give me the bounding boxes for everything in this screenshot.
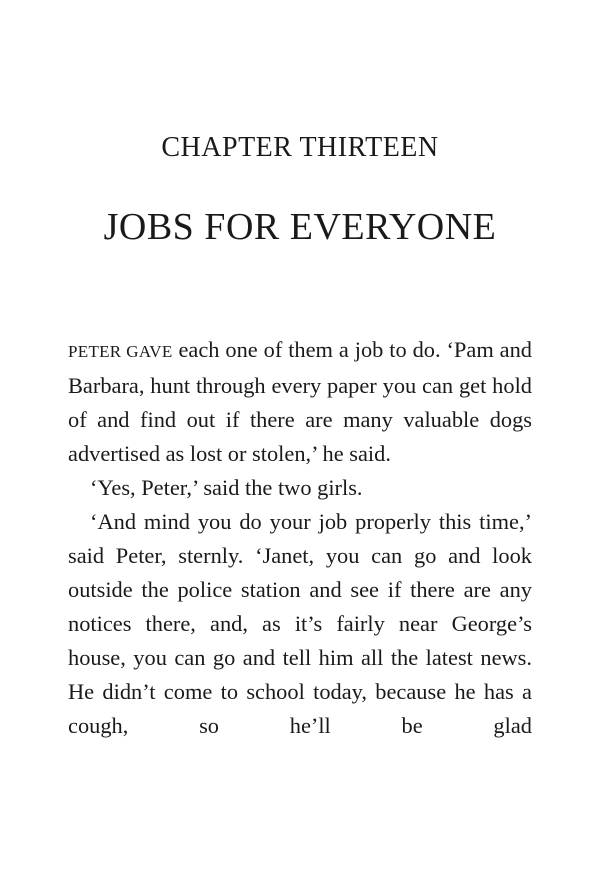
chapter-title: JOBS FOR EVERYONE	[103, 206, 497, 248]
paragraph-lead: PETER GAVE	[68, 342, 173, 361]
chapter-number: CHAPTER THIRTEEN	[161, 132, 439, 163]
paragraph-1	[68, 333, 532, 471]
paragraph-3	[68, 505, 532, 743]
chapter-body	[68, 333, 532, 743]
paragraph-text: each one of them a job to do. ‘Pam and Barbara, hunt through every paper you can get hold of and find out if there are many valuable dogs advertised as lost or stolen,’ he said.	[68, 337, 532, 466]
paragraph-2	[68, 471, 532, 505]
paragraph-text: ‘And mind you do your job properly this time,’ said Peter, sternly. ‘Janet, you can go and look outside the police station and see if there are any notices there, and, as it’s fairly near George’s house, you can go and tell him all the latest news. He didn’t come to school today, because he has a cough, so he’ll be glad	[68, 509, 532, 738]
paragraph-text: ‘Yes, Peter,’ said the two girls.	[90, 475, 363, 500]
